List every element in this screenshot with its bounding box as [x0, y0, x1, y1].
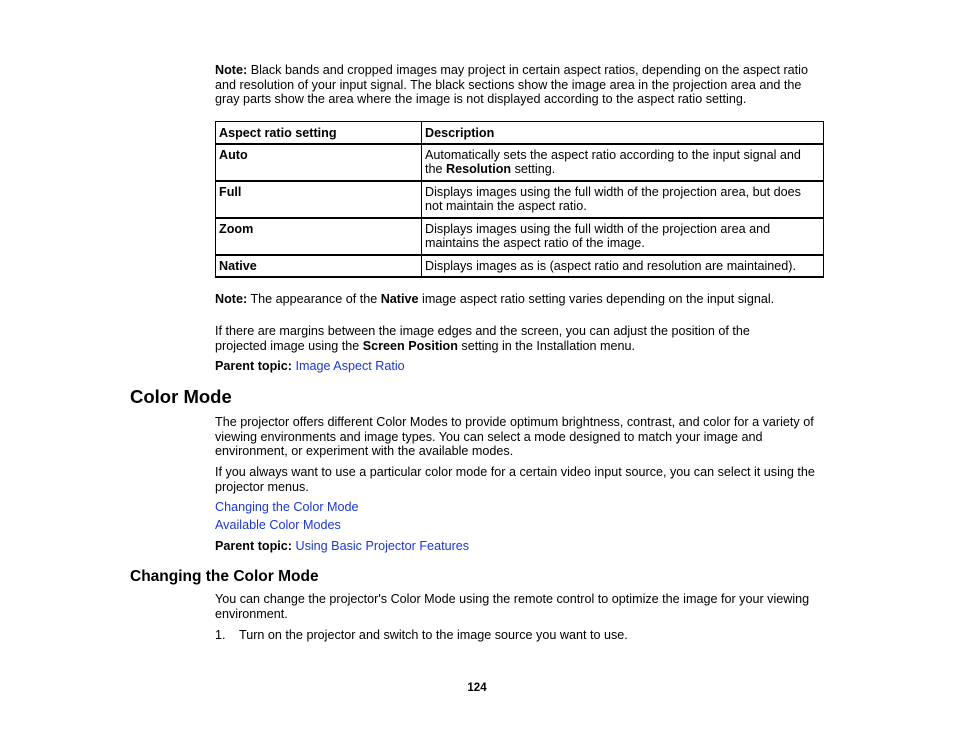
table-row	[216, 218, 824, 255]
setting-cell: Native	[216, 255, 422, 278]
section-heading: Color Mode	[130, 386, 232, 407]
description-cell: Displays images using the full width of the projection area, but does not maintain the aspect ratio.	[422, 181, 824, 218]
color-mode-paragraph: If you always want to use a particular color mode for a certain video input source, you can select it using the projector menus.	[215, 465, 815, 494]
image-aspect-ratio-link[interactable]: Image Aspect Ratio	[295, 359, 405, 373]
table-header: Description	[422, 122, 824, 144]
color-mode-intro: The projector offers different Color Modes to provide optimum brightness, contrast, and color for a variety of viewing environments and image types. You can select a mode designed to match your image and environment, or experiment with the available modes.	[215, 415, 814, 458]
setting-cell: Full	[216, 181, 422, 218]
note-label: Note:	[215, 292, 248, 306]
subsection-heading: Changing the Color Mode	[130, 568, 319, 585]
table-row	[216, 144, 824, 181]
table-header: Aspect ratio setting	[216, 122, 422, 144]
table-header-row	[216, 122, 824, 144]
note-paragraph	[215, 63, 825, 107]
parent-topic	[215, 359, 405, 374]
description-cell: Displays images using the full width of the projection area and maintains the aspect ratio of the image.	[422, 218, 824, 255]
screen-position-term: Screen Position	[362, 338, 458, 353]
description-cell: Displays images as is (aspect ratio and resolution are maintained).	[422, 255, 824, 278]
parent-topic-label: Parent topic:	[215, 539, 292, 553]
step-number: 1.	[215, 628, 226, 642]
step-text: Turn on the projector and switch to the image source you want to use.	[239, 628, 628, 642]
resolution-term: Resolution	[446, 162, 512, 176]
native-term: Native	[380, 292, 419, 306]
table-row	[216, 255, 824, 278]
link-line	[215, 518, 341, 533]
available-color-modes-link[interactable]: Available Color Modes	[215, 518, 341, 532]
aspect-ratio-table	[215, 121, 824, 278]
setting-cell: Zoom	[216, 218, 422, 255]
margins-paragraph: If there are margins between the image edges and the screen, you can adjust the position of the projected image using the Screen Position setting in the Installation menu.	[215, 324, 750, 353]
setting-cell: Auto	[216, 144, 422, 181]
page-number: 124	[467, 682, 487, 694]
description-cell: Automatically sets the aspect ratio according to the input signal and the Resolution setting.	[422, 144, 824, 181]
changing-color-mode-link[interactable]: Changing the Color Mode	[215, 500, 359, 514]
note-paragraph: Note: The appearance of the Native image aspect ratio setting varies depending on the input signal.	[215, 292, 775, 306]
parent-topic-label: Parent topic:	[215, 359, 292, 373]
parent-topic	[215, 539, 469, 554]
table-row	[216, 181, 824, 218]
basic-projector-features-link[interactable]: Using Basic Projector Features	[295, 539, 470, 553]
changing-paragraph: You can change the projector's Color Mode using the remote control to optimize the image for your viewing environment.	[215, 592, 810, 621]
note-text: Black bands and cropped images may project in certain aspect ratios, depending on the aspect ratio and resolution of your input signal. The black sections show the image area in the projection area and the gray parts show the area where the image is not displayed according to the aspect ratio setting.	[215, 63, 808, 106]
link-line	[215, 500, 359, 515]
note-label: Note:	[215, 63, 248, 77]
step-item	[215, 628, 628, 643]
